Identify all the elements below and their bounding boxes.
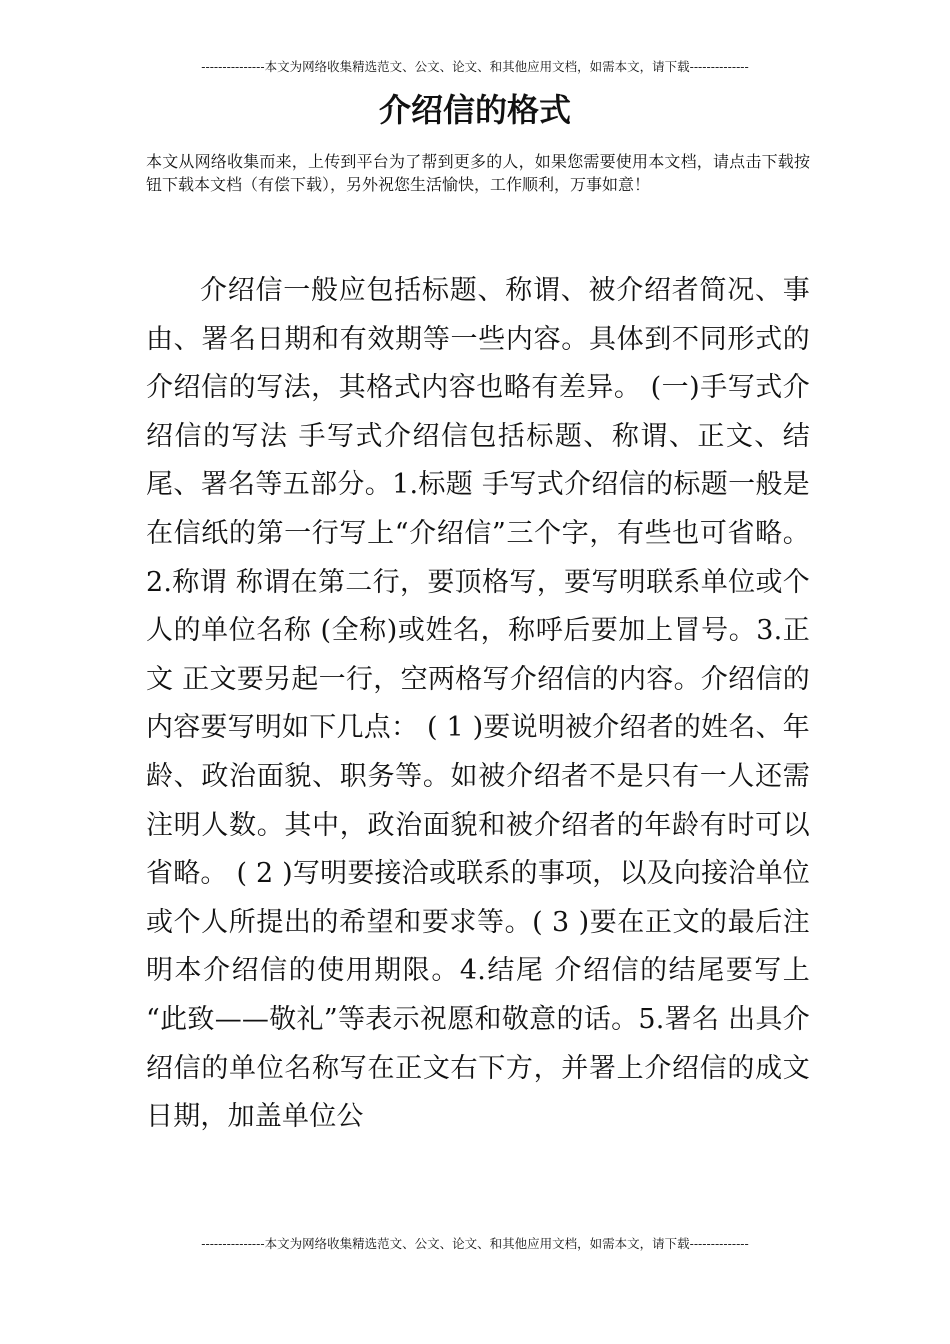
- intro-paragraph: 本文从网络收集而来，上传到平台为了帮到更多的人，如果您需要使用本文档，请点击下载按钮下载本文档（有偿下载），另外祝您生活愉快，工作顺利，万事如意！: [146, 152, 810, 194]
- page-footer-notice: ---------------本文为网络收集精选范文、公文、论文、和其他应用文档，如需本文，请下载--------------: [201, 1236, 749, 1251]
- page-header-notice: ---------------本文为网络收集精选范文、公文、论文、和其他应用文档，如需本文，请下载--------------: [201, 59, 749, 74]
- body-paragraph: 介绍信一般应包括标题、称谓、被介绍者简况、事由、署名日期和有效期等一些内容。具体到不同形式的介绍信的写法，其格式内容也略有差异。 (一)手写式介绍信的写法 手写式介绍信包括标题、称谓、正文、结尾、署名等五部分。1.标题 手写式介绍信的标题一般是在信纸的第一行写上“介绍信”三个字，有些也可省略。2.称谓 称谓在第二行，要顶格写，要写明联系单位或个人的单位名称 (全称)或姓名，称呼后要加上冒号。3.正文 正文要另起一行，空两格写介绍信的内容。介绍信的内容要写明如下几点： ( 1 )要说明被介绍者的姓名、年龄、政治面貌、职务等。如被介绍者不是只有一人还需注明人数。其中，政治面貌和被介绍者的年龄有时可以省略。 ( 2 )写明要接洽或联系的事项，以及向接洽单位或个人所提出的希望和要求等。( 3 )要在正文的最后注明本介绍信的使用期限。4.结尾 介绍信的结尾要写上 “此致——敬礼”等表示祝愿和敬意的话。5.署名 出具介绍信的单位名称写在正文右下方，并署上介绍信的成文日期，加盖单位公: [146, 275, 810, 1133]
- document-title: 介绍信的格式: [378, 91, 571, 129]
